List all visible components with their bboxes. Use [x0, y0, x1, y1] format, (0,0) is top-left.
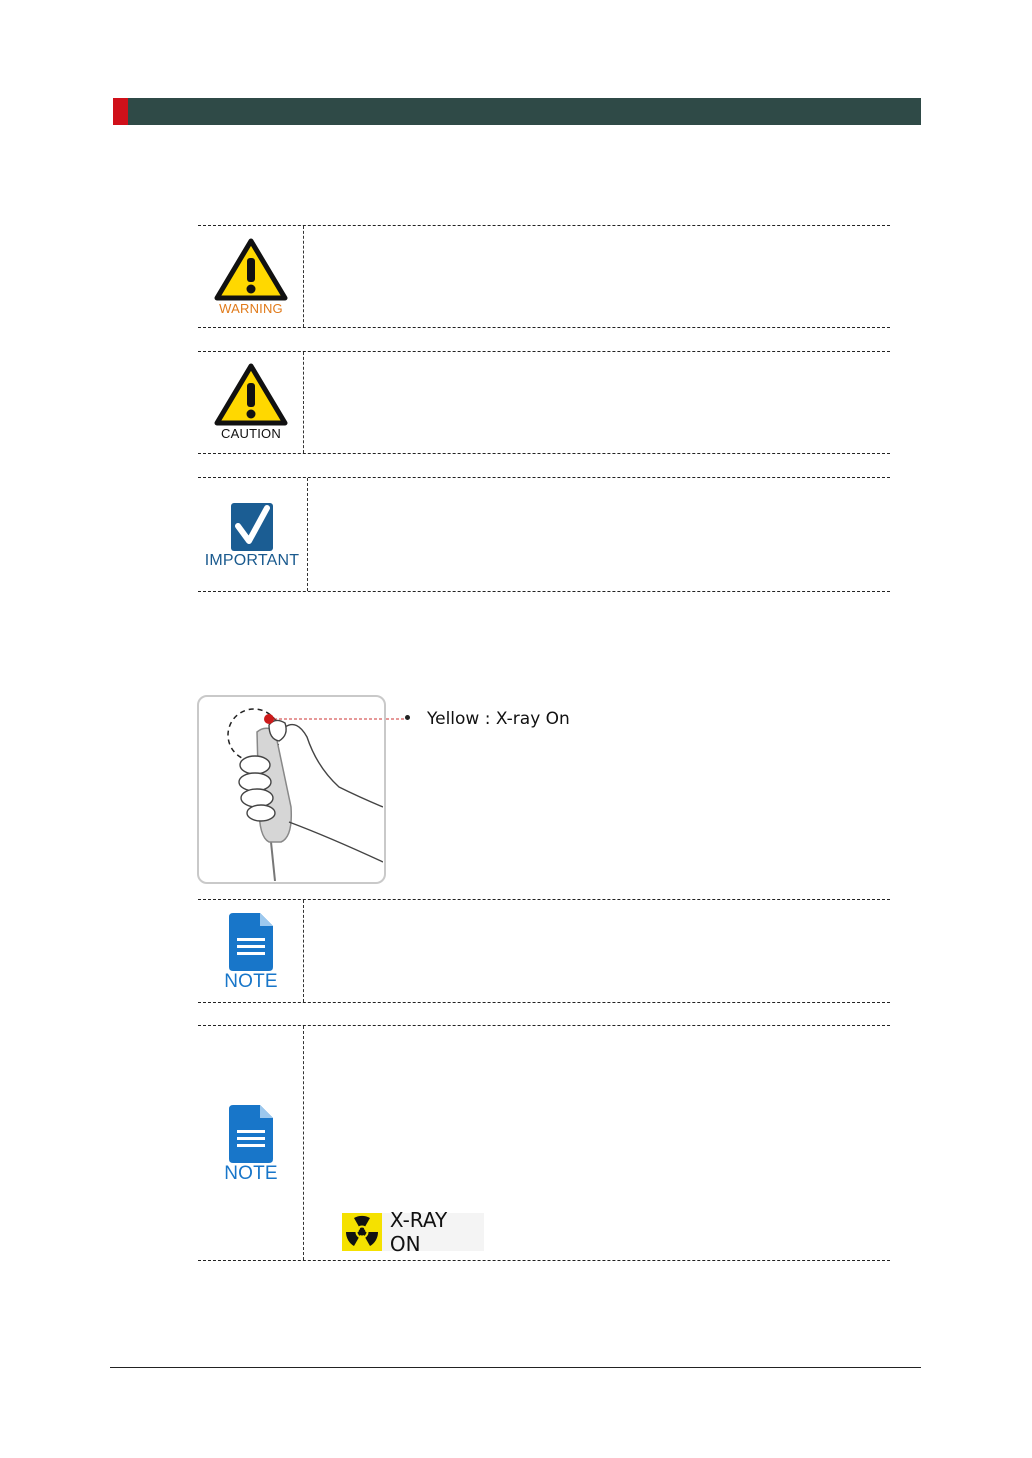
- note-label: NOTE: [224, 971, 278, 992]
- warning-icon-block: [214, 238, 288, 316]
- caution-notice: [198, 351, 890, 454]
- document-note-icon: [228, 912, 274, 972]
- note-label: NOTE: [224, 1163, 278, 1184]
- caution-label: CAUTION: [221, 426, 281, 441]
- important-notice: [198, 477, 890, 592]
- warning-notice: [198, 225, 890, 328]
- hand-held-switch-icon: [199, 697, 383, 881]
- header-accent-block: [113, 98, 128, 125]
- warning-triangle-icon: [214, 238, 288, 302]
- notice-divider: [303, 900, 304, 1002]
- notice-divider: [303, 352, 304, 453]
- note-icon-block: [214, 1104, 288, 1184]
- note-notice-1: [198, 899, 890, 1003]
- callout-label: Yellow : X-ray On: [427, 709, 570, 729]
- notice-divider: [307, 478, 308, 591]
- footer-rule: [110, 1367, 921, 1368]
- notice-divider: [303, 226, 304, 327]
- xray-on-label: X-RAY ON: [389, 1208, 448, 1256]
- section-header-bar: [113, 98, 921, 125]
- warning-label: WARNING: [219, 301, 283, 316]
- caution-icon-block: [214, 363, 288, 441]
- radiation-icon: [342, 1213, 382, 1251]
- important-icon-block: [204, 502, 300, 570]
- checkbox-check-icon: [230, 502, 274, 552]
- note-icon-block: [214, 912, 288, 992]
- callout-line: [386, 717, 406, 721]
- callout-bullet: [405, 715, 410, 720]
- note-notice-2: [198, 1025, 890, 1261]
- exposure-switch-illustration: [197, 695, 386, 884]
- xray-on-indicator: [342, 1208, 484, 1256]
- caution-triangle-icon: [214, 363, 288, 427]
- document-note-icon: [228, 1104, 274, 1164]
- notice-divider: [303, 1026, 304, 1260]
- important-label: IMPORTANT: [204, 552, 300, 569]
